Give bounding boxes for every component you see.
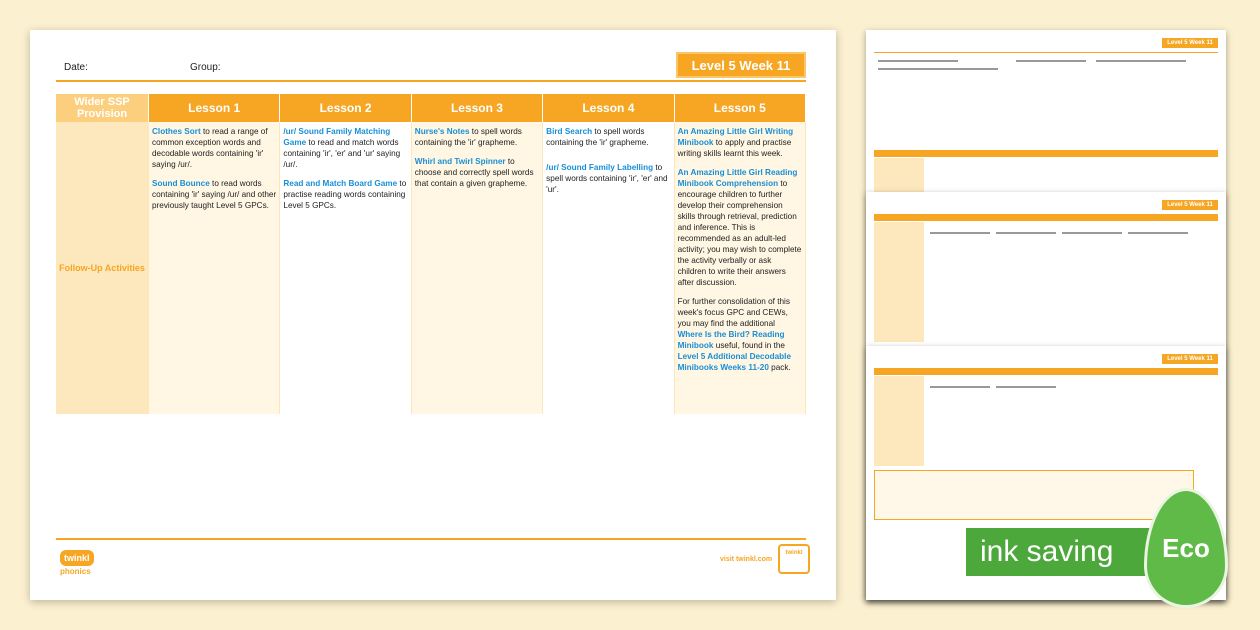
thumb-text-line: [996, 232, 1056, 234]
lesson-1-cell: [149, 122, 280, 414]
quality-badge-icon: twinkl: [778, 544, 810, 574]
twinkl-phonics-logo: [60, 548, 104, 574]
eco-label: Eco: [1162, 532, 1210, 563]
lesson-2-cell: [280, 122, 411, 414]
date-label: Date:: [64, 62, 88, 73]
thumb-rule: [874, 52, 1218, 53]
bottom-divider: [56, 538, 806, 540]
lesson-4-text-1: to spell words containing the 'ir' grapheme.: [546, 127, 649, 147]
thumb-text-line: [878, 60, 958, 62]
logo-badge: twinkl: [60, 550, 94, 566]
row-label: Follow-Up Activities: [59, 262, 145, 273]
thumb-block: [874, 222, 924, 342]
link-whirl-twirl-spinner[interactable]: Whirl and Twirl Spinner: [414, 157, 506, 166]
lesson-3-text-2: to choose and correctly spell words that contain a given grapheme.: [414, 157, 534, 188]
lesson-5-text-2: to encourage children to further develop their comprehension skills through retrieval, prediction and inference. This is recommended as an adult-led activity; you may wish to complete the activity verbally or ask children to write their answers after discussion.: [677, 179, 802, 287]
lesson-1-text-1: to read a range of common exception words and decodable words containing 'ir' saying /ur/.: [152, 127, 268, 169]
lesson-5-text-5: pack.: [768, 363, 791, 372]
logo-subtitle: phonics: [60, 567, 91, 576]
thumb-title-2: Level 5 Week 11: [1162, 200, 1218, 210]
link-sound-family-matching[interactable]: /ur/ Sound Family Matching Game: [283, 127, 391, 147]
thumb-text-line: [996, 386, 1056, 388]
lesson-3-text-1: to spell words containing the 'ir' grapheme.: [414, 127, 522, 147]
thumb-text-line: [930, 232, 990, 234]
lesson-5-cell: [675, 122, 806, 414]
thumb-header-row: [874, 214, 1218, 221]
lesson-2-text-1: to read and match words containing 'ir', 'er' and 'ur' saying /ur/.: [283, 138, 401, 169]
thumb-text-line: [1016, 60, 1086, 62]
thumb-block: [874, 376, 924, 466]
link-read-match-board-game[interactable]: Read and Match Board Game: [283, 179, 398, 188]
thumb-text-line: [1062, 232, 1122, 234]
header-lesson-1: Lesson 1: [149, 94, 280, 122]
leaf-icon: [1144, 488, 1228, 608]
link-additional-minibooks[interactable]: Level 5 Additional Decodable Minibooks Weeks 11-20: [677, 352, 791, 372]
group-label: Group:: [190, 62, 221, 73]
eco-badge: [966, 480, 1246, 620]
ink-saving-label: ink saving: [966, 528, 1176, 576]
lesson-5-text-3: For further consolidation of this week's focus GPC and CEWs, you may find the additional: [677, 297, 790, 328]
thumb-text-line: [1096, 60, 1186, 62]
lesson-4-cell: [543, 122, 674, 414]
link-nurses-notes[interactable]: Nurse's Notes: [414, 127, 470, 136]
link-writing-minibook[interactable]: An Amazing Little Girl Writing Minibook: [677, 127, 794, 147]
thumb-header-row: [874, 368, 1218, 375]
visit-link[interactable]: visit twinkl.com: [720, 556, 773, 563]
lesson-2-text-2: to practise reading words containing Level 5 GPCs.: [283, 179, 407, 210]
header-lesson-4: Lesson 4: [543, 94, 674, 122]
link-sound-bounce[interactable]: Sound Bounce: [152, 179, 210, 188]
thumb-title-3: Level 5 Week 11: [1162, 354, 1218, 364]
header-lesson-5: Lesson 5: [675, 94, 806, 122]
thumb-title-1: Level 5 Week 11: [1162, 38, 1218, 48]
thumb-text-line: [930, 386, 990, 388]
header-lesson-3: Lesson 3: [412, 94, 543, 122]
lesson-5-text-4: useful, found in the: [713, 341, 785, 350]
link-clothes-sort[interactable]: Clothes Sort: [152, 127, 201, 136]
link-sound-family-labelling[interactable]: /ur/ Sound Family Labelling: [546, 163, 654, 172]
top-divider: [56, 80, 806, 82]
thumb-text-line: [878, 68, 998, 70]
link-bird-search[interactable]: Bird Search: [546, 127, 593, 136]
thumb-text-line: [1128, 232, 1188, 234]
lesson-5-text-1: to apply and practise writing skills learnt this week.: [677, 138, 792, 158]
header-lesson-2: Lesson 2: [280, 94, 411, 122]
lesson-plan-page: [30, 30, 836, 600]
row-label-cell: [56, 122, 149, 414]
header-provision: Wider SSP Provision: [56, 94, 149, 122]
thumb-header-row: [874, 150, 1218, 157]
lesson-table: [56, 94, 806, 414]
lesson-3-cell: [412, 122, 543, 414]
link-reading-comprehension[interactable]: An Amazing Little Girl Reading Minibook Comprehension: [677, 168, 798, 188]
link-where-is-bird[interactable]: Where Is the Bird? Reading Minibook: [677, 330, 785, 350]
lesson-1-text-2: to read words containing 'ir' saying /ur/ and other previously taught Level 5 GPCs.: [152, 179, 277, 210]
lesson-4-text-2: to spell words containing 'ir', 'er' and 'ur'.: [546, 163, 668, 194]
level-title: Level 5 Week 11: [676, 52, 806, 78]
